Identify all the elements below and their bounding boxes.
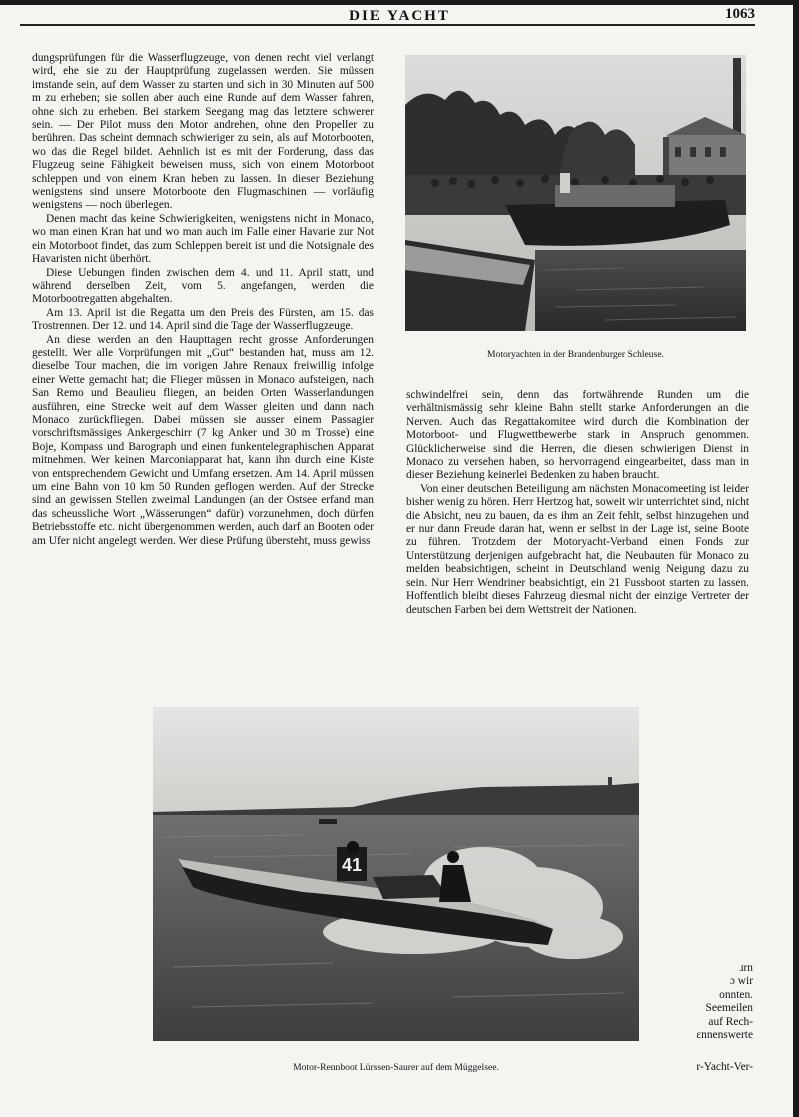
fragment-line: ɹrn [739,962,753,974]
cut-off-text-fragments [650,962,753,1042]
fragment-line: auf Rech- [708,1015,753,1028]
journal-title: DIE YACHT [349,8,450,24]
paragraph: Denen macht das keine Schwierigkeiten, wenigstens nicht in Monaco, wo man einen Kran hat und wo man auch im Falle einer Havarie zur Not ein Motorboot findet, das zum Schleppen bereit ist und die Notsignale des Havaristen nicht überhört. [32,212,374,266]
fragment-line: ɔ wir [729,975,753,988]
fragment-line: ɛnnenswerte [696,1029,753,1042]
fragment-line: onnten. [719,988,753,1001]
header-rule [20,24,755,26]
scan-border-top [0,0,799,5]
figure-caption-top: Motoryachten in der Brandenburger Schleuse. [487,349,664,360]
paragraph: Von einer deutschen Beteiligung am nächsten Monacomeeting ist leider bisher wenig zu hören. Herr Hertzog hat, soweit wir unterrichtet sind, nicht die Absicht, neu zu bauen, da es ihm an Zeit fehlt, selbst hinzugehen und er nur dann Freude daran hat, wenn er selbst in der Lage ist, seine Boote zu führen. Trotzdem der Motoryacht-Verband einen Fonds zur Unterstützung derjenigen aufgebracht hat, die Neubauten für Monaco zu melden beabsichtigen, scheint in Deutschland wenig Neigung dazu zu sein. Nur Herr Wendriner beabsichtigt, ein 21 Fussboot starten zu lassen. Hoffentlich bleibt dieses Fahrzeug diesmal nicht der einzige Vertreter der deutschen Farben bei dem Wettstreit der Nationen. [406,482,749,616]
photo-motor-yachts-lock [405,55,746,331]
paragraph: Diese Uebungen finden zwischen dem 4. und 11. April statt, und während derselben Zeit, vom 5. angefangen, werden die Motorbootregatten abgehalten. [32,266,374,306]
page-number: 1063 [725,6,755,22]
paragraph: schwindelfrei sein, denn das fortwährende Runden um die verhältnismässig sehr kleine Bahn stellt starke Anforderungen an die Nerven. Auch das Regattakomitee wird durch die Kombination der Motorboot- und Flugwettbewerbe stark in Anspruch genommen. Glücklicherweise sind die Herren, die diesen schwierigen Dienst in Monaco zu versehen haben, so hervorragend eingearbeitet, dass man in dieser Beziehung keinerlei Bedenken zu haben braucht. [406,389,749,482]
paragraph: Am 13. April ist die Regatta um den Preis des Fürsten, am 15. das Trostrennen. Der 12. und 14. April sind die Tage der Wasserflugzeuge. [32,306,374,333]
cut-off-fragment-bottom: r-Yacht-Ver- [696,1061,753,1073]
paragraph: dungsprüfungen für die Wasserflugzeuge, von denen recht viel verlangt wird, ehe sie zu der Hauptprüfung zugelassen werden. Sie müssen imstande sein, auf dem Wasser zu starten und sich in 30 Minuten auf 500 m zu erheben; sie sollen aber auch eine Runde auf dem Wasser fahren, ohne sich zu erheben. Bei starkem Seegang mag das letztere schwerer sein. — Der Pilot muss den Motor andrehen, ohne den Propeller zu berühren. Das scheint demnach schwieriger zu sein, als auf Motorbooten, wo das die Regel bildet. Aehnlich ist es mit der Forderung, dass das Flugzeug seine Fähigkeit beweisen muss, sich von einem Motorboot schleppen und von einem Kran heben zu lassen. In dieser Beziehung wenigstens sind unsere Motorboote den Flugmaschinen — vorläufig wenigstens — noch überlegen. [32,52,374,212]
fragment-line: Seemeilen [705,1002,753,1015]
paragraph: An diese werden an den Haupttagen recht grosse Anforderungen gestellt. Wer alle Vorprüfungen mit „Gut“ bestanden hat, muss am 12. dieselbe Tour machen, die im vorigen Jahre Renaux freiwillig infolge einer Wette gemacht hat; die Flieger müssen in Monaco aufsteigen, nach San Remo und Beaulieu fliegen, an beiden Orten Wasserlandungen ausführen, eine Strecke weit auf dem Wasser gleiten und dann nach Monaco zurückfliegen. Dabei müssen sie ausser einem Passagier vorschriftsmässiges Ankergeschirr (7 kg Anker und 30 m Trosse) eine Boje, Kompass und Barograph und einen funkentelegraphischen Apparat mitnehmen. Wer keinen Marconiapparat hat, kann ihn durch eine Kiste von entsprechendem Gewicht und Umfang ersetzen. Am 14. April müssen um eine Bahn von 10 km 50 Runden geflogen werden. Auf der Strecke sind an gewissen Stellen zweimal Landungen (an der Ostsee erfand man das scheussliche Wort „Wässerungen“ dafür) vorzunehmen, doch dürfen Betriebsstoffe etc. nicht übergenommen werden, auch darf an Booten oder am Ufer nicht angelegt werden. Wer diese Prüfung übersteht, muss gewiss [32,333,374,547]
scan-border-right [793,0,799,1117]
figure-caption-bottom: Motor-Rennboot Lürssen-Saurer auf dem Müggelsee. [293,1062,499,1073]
boat-number: 41 [341,855,363,875]
photo-racing-motorboat [153,707,639,1041]
right-text-column [406,389,749,617]
left-text-column [32,52,374,548]
